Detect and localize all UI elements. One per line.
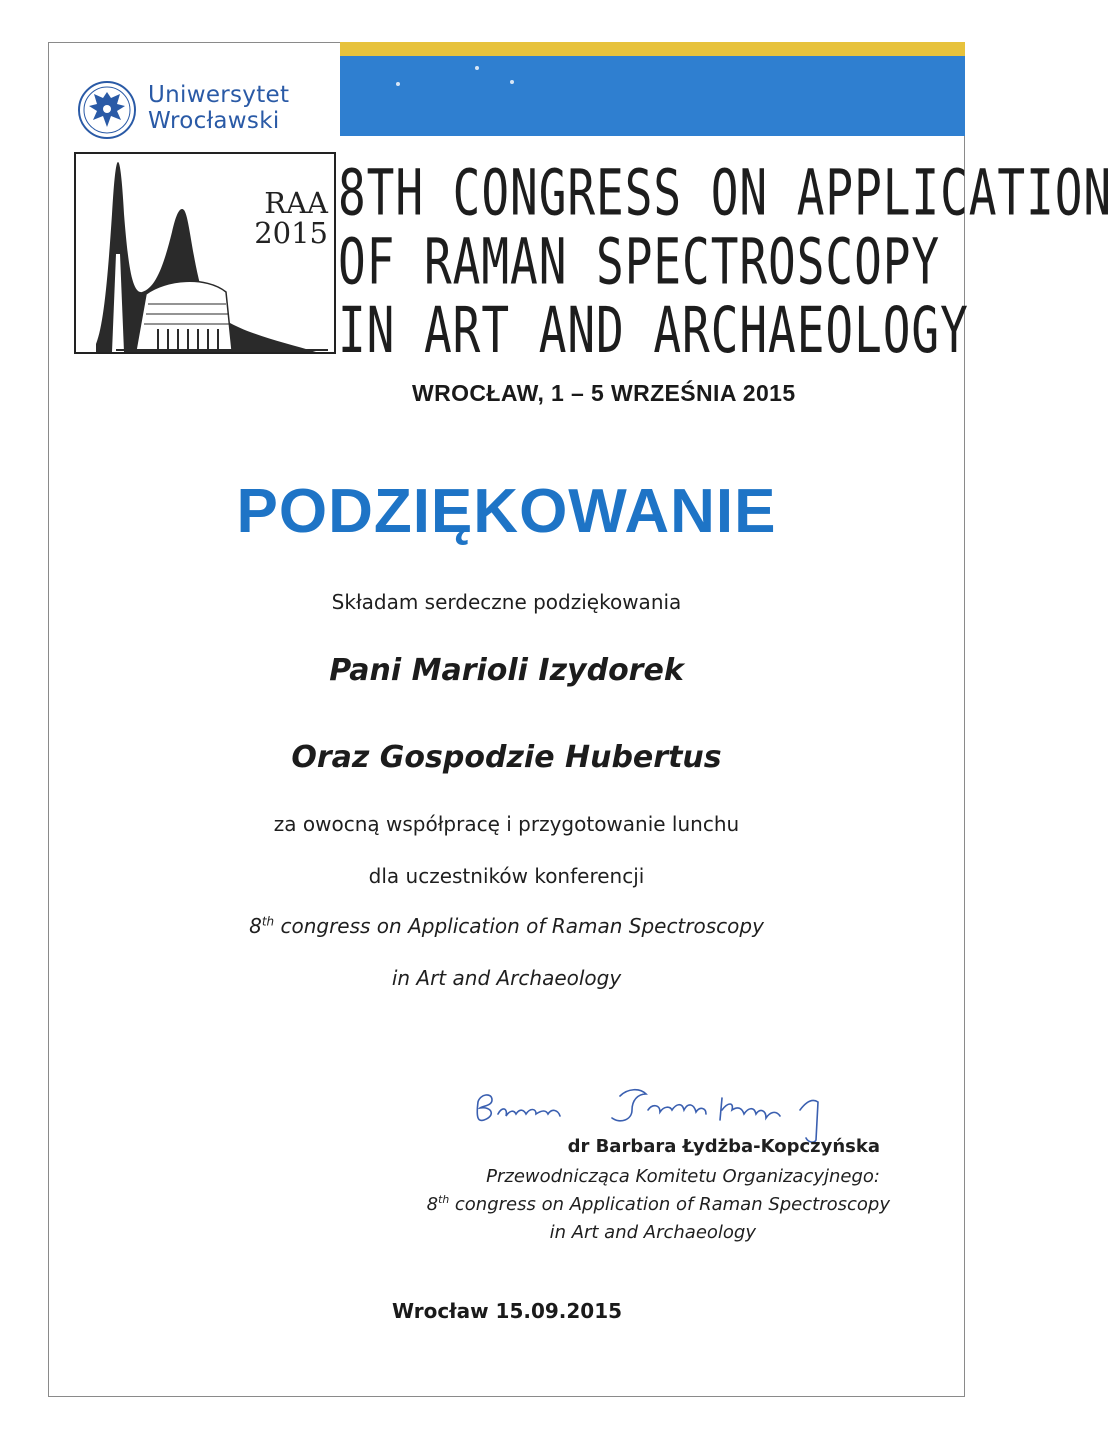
issue-date: Wrocław 15.09.2015 (392, 1299, 623, 1323)
university-name-line1: Uniwersytet (148, 82, 290, 108)
event-name-line1: 8th congress on Application of Raman Spectroscopy (249, 914, 764, 938)
intro-text: Składam serdeczne podziękowania (331, 590, 682, 614)
congress-title-line3: IN ART AND ARCHAEOLOGY (338, 293, 969, 368)
event-name-line2: in Art and Archaeology (391, 966, 622, 990)
congress-title-line2: OF RAMAN SPECTROSCOPY (338, 224, 941, 299)
congress-title-line1: 8TH CONGRESS ON APPLICATION (338, 155, 1112, 230)
raa-logo (74, 152, 336, 354)
raa-year: 2015 (254, 216, 328, 250)
raman-spectrum-building-icon (76, 154, 338, 356)
congress-title (338, 152, 1112, 372)
reason-line2: dla uczestników konferencji (368, 864, 645, 888)
signer-role: Przewodnicząca Komitetu Organizacyjnego: (486, 1166, 880, 1187)
recipient-organization: Oraz Gospodzie Hubertus (291, 740, 722, 775)
recipient-name: Pani Marioli Izydorek (329, 653, 684, 688)
signer-name: dr Barbara Łydżba-Kopczyńska (567, 1136, 880, 1157)
university-logo (76, 80, 306, 140)
university-name-line2: Wrocławski (148, 108, 280, 134)
page-title: PODZIĘKOWANIE (236, 477, 777, 546)
signer-event-line1: 8th congress on Application of Raman Spectroscopy (426, 1193, 890, 1215)
raa-label: RAA (264, 186, 328, 220)
congress-place-date: WROCŁAW, 1 – 5 WRZEŚNIA 2015 (412, 380, 796, 406)
eagle-crest-icon (76, 80, 138, 140)
header-color-band (340, 42, 965, 136)
reason-line1: za owocną współpracę i przygotowanie lunchu (273, 812, 740, 836)
signer-event-line2: in Art and Archaeology (549, 1222, 756, 1243)
